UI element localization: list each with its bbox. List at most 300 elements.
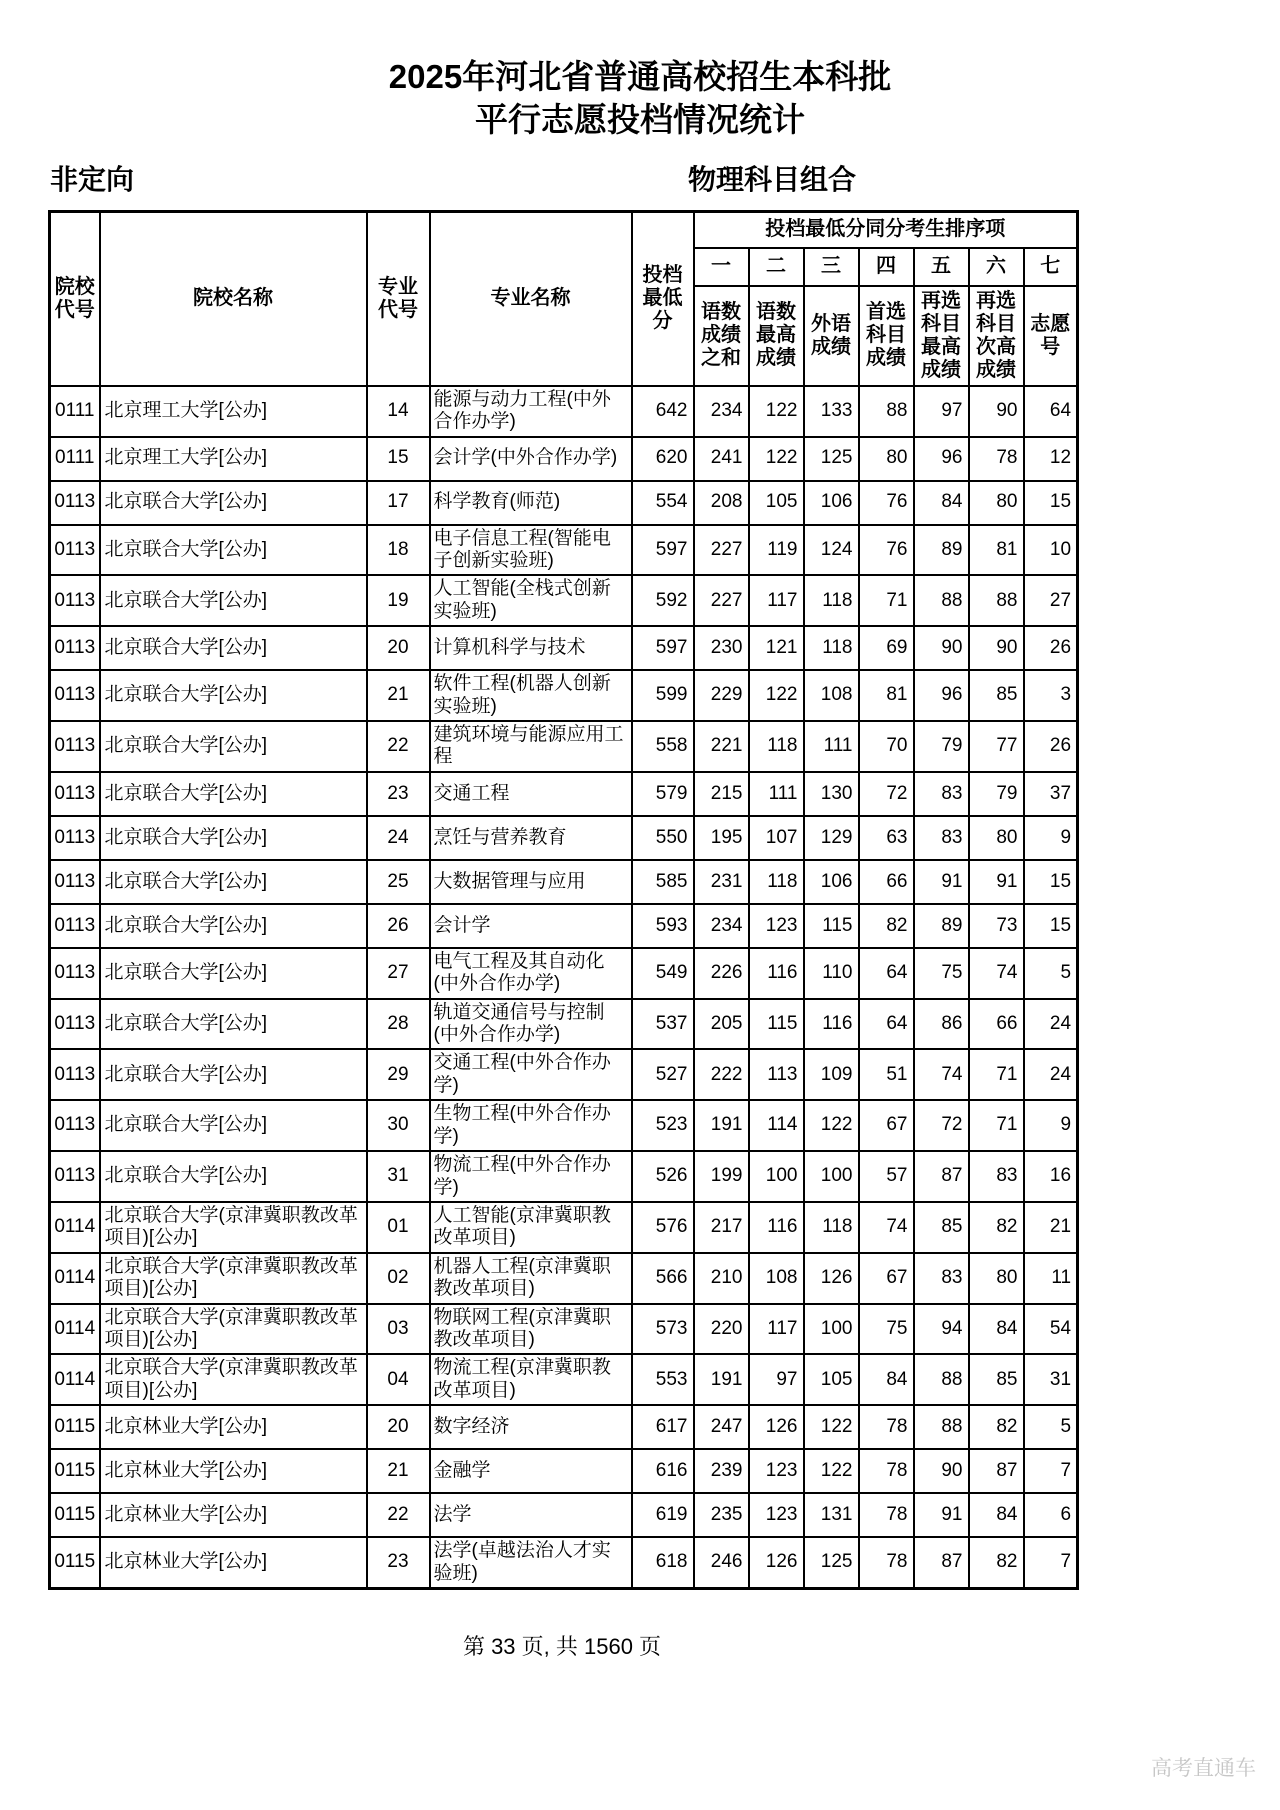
major-name-cell: 人工智能(全栈式创新实验班) <box>430 575 632 626</box>
min-score-cell: 553 <box>632 1354 694 1405</box>
rank3-value-cell: 118 <box>804 626 859 670</box>
table-row <box>50 1537 1078 1588</box>
major-code-cell: 31 <box>367 1151 430 1202</box>
major-name-cell: 法学 <box>430 1493 632 1537</box>
rank6-value-cell: 82 <box>969 1537 1024 1588</box>
school-code-cell: 0111 <box>50 386 100 437</box>
rank5-value-cell: 97 <box>914 386 969 437</box>
major-name-cell: 建筑环境与能源应用工程 <box>430 721 632 772</box>
page-title-line1: 2025年河北省普通高校招生本科批 <box>388 58 892 95</box>
rank2-value-cell: 116 <box>749 1202 804 1253</box>
rank3-value-cell: 124 <box>804 525 859 576</box>
school-code-cell: 0113 <box>50 721 100 772</box>
rank3-value-cell: 118 <box>804 575 859 626</box>
school-name-cell: 北京联合大学[公办] <box>100 626 367 670</box>
school-code-cell: 0114 <box>50 1354 100 1405</box>
table-row <box>50 670 1078 721</box>
rank1-value-cell: 247 <box>694 1405 749 1449</box>
rank1-value-cell: 235 <box>694 1493 749 1537</box>
major-code-cell: 24 <box>367 816 430 860</box>
school-name-cell: 北京联合大学[公办] <box>100 1049 367 1100</box>
table-row <box>50 948 1078 999</box>
min-score-cell: 523 <box>632 1100 694 1151</box>
rank5-value-cell: 84 <box>914 481 969 525</box>
rank5-value-cell: 91 <box>914 1493 969 1537</box>
school-code-cell: 0113 <box>50 626 100 670</box>
header-school-name: 院校名称 <box>100 211 367 386</box>
rank3-value-cell: 118 <box>804 1202 859 1253</box>
school-name-cell: 北京联合大学[公办] <box>100 860 367 904</box>
subject-combo-label: 物理科目组合 <box>688 163 857 195</box>
page-title <box>0 0 1280 142</box>
rank2-value-cell: 126 <box>749 1537 804 1588</box>
major-code-cell: 20 <box>367 1405 430 1449</box>
rank7-value-cell: 26 <box>1024 626 1078 670</box>
rank4-value-cell: 80 <box>859 437 914 481</box>
school-code-cell: 0113 <box>50 1100 100 1151</box>
rank4-value-cell: 76 <box>859 481 914 525</box>
rank7-value-cell: 15 <box>1024 860 1078 904</box>
rank4-value-cell: 69 <box>859 626 914 670</box>
major-code-cell: 18 <box>367 525 430 576</box>
rank1-value-cell: 234 <box>694 386 749 437</box>
school-code-cell: 0113 <box>50 1049 100 1100</box>
rank4-value-cell: 88 <box>859 386 914 437</box>
major-code-cell: 26 <box>367 904 430 948</box>
rank2-value-cell: 123 <box>749 1493 804 1537</box>
rank1-value-cell: 231 <box>694 860 749 904</box>
min-score-cell: 618 <box>632 1537 694 1588</box>
table-row <box>50 1304 1078 1355</box>
rank7-value-cell: 9 <box>1024 1100 1078 1151</box>
rank1-value-cell: 208 <box>694 481 749 525</box>
rank6-value-cell: 79 <box>969 772 1024 816</box>
min-score-cell: 616 <box>632 1449 694 1493</box>
school-name-cell: 北京联合大学[公办] <box>100 1151 367 1202</box>
rank4-value-cell: 81 <box>859 670 914 721</box>
table-row <box>50 1354 1078 1405</box>
rank3-value-cell: 116 <box>804 999 859 1050</box>
school-code-cell: 0114 <box>50 1253 100 1304</box>
rank2-value-cell: 122 <box>749 670 804 721</box>
rank7-value-cell: 11 <box>1024 1253 1078 1304</box>
major-code-cell: 02 <box>367 1253 430 1304</box>
major-name-cell: 科学教育(师范) <box>430 481 632 525</box>
rank5-value-cell: 96 <box>914 670 969 721</box>
header-rank-3: 三 <box>804 248 859 286</box>
school-code-cell: 0111 <box>50 437 100 481</box>
rank5-value-cell: 79 <box>914 721 969 772</box>
rank2-value-cell: 118 <box>749 721 804 772</box>
rank7-value-cell: 16 <box>1024 1151 1078 1202</box>
rank6-value-cell: 77 <box>969 721 1024 772</box>
table-row <box>50 1049 1078 1100</box>
major-code-cell: 28 <box>367 999 430 1050</box>
rank6-value-cell: 88 <box>969 575 1024 626</box>
major-name-cell: 法学(卓越法治人才实验班) <box>430 1537 632 1588</box>
rank6-value-cell: 90 <box>969 626 1024 670</box>
rank4-value-cell: 67 <box>859 1100 914 1151</box>
major-code-cell: 15 <box>367 437 430 481</box>
rank4-value-cell: 78 <box>859 1449 914 1493</box>
major-code-cell: 21 <box>367 1449 430 1493</box>
min-score-cell: 537 <box>632 999 694 1050</box>
rank4-value-cell: 63 <box>859 816 914 860</box>
rank4-value-cell: 75 <box>859 1304 914 1355</box>
school-code-cell: 0114 <box>50 1202 100 1253</box>
rank1-value-cell: 220 <box>694 1304 749 1355</box>
table-row <box>50 1100 1078 1151</box>
rank7-value-cell: 3 <box>1024 670 1078 721</box>
major-name-cell: 电子信息工程(智能电子创新实验班) <box>430 525 632 576</box>
rank1-value-cell: 191 <box>694 1354 749 1405</box>
major-code-cell: 20 <box>367 626 430 670</box>
header-rank-label-4: 首选科目成绩 <box>859 286 914 386</box>
major-name-cell: 烹饪与营养教育 <box>430 816 632 860</box>
major-name-cell: 物流工程(中外合作办学) <box>430 1151 632 1202</box>
min-score-cell: 617 <box>632 1405 694 1449</box>
rank6-value-cell: 84 <box>969 1493 1024 1537</box>
rank3-value-cell: 108 <box>804 670 859 721</box>
school-code-cell: 0115 <box>50 1537 100 1588</box>
rank5-value-cell: 85 <box>914 1202 969 1253</box>
school-name-cell: 北京理工大学[公办] <box>100 386 367 437</box>
rank7-value-cell: 31 <box>1024 1354 1078 1405</box>
rank1-value-cell: 205 <box>694 999 749 1050</box>
table-row <box>50 1202 1078 1253</box>
rank4-value-cell: 57 <box>859 1151 914 1202</box>
table-row <box>50 575 1078 626</box>
major-name-cell: 能源与动力工程(中外合作办学) <box>430 386 632 437</box>
header-rank-4: 四 <box>859 248 914 286</box>
major-code-cell: 27 <box>367 948 430 999</box>
rank6-value-cell: 80 <box>969 816 1024 860</box>
rank4-value-cell: 74 <box>859 1202 914 1253</box>
major-code-cell: 30 <box>367 1100 430 1151</box>
rank2-value-cell: 126 <box>749 1405 804 1449</box>
rank6-value-cell: 91 <box>969 860 1024 904</box>
major-code-cell: 25 <box>367 860 430 904</box>
rank6-value-cell: 87 <box>969 1449 1024 1493</box>
rank7-value-cell: 27 <box>1024 575 1078 626</box>
rank6-value-cell: 83 <box>969 1151 1024 1202</box>
major-name-cell: 软件工程(机器人创新实验班) <box>430 670 632 721</box>
school-name-cell: 北京联合大学[公办] <box>100 1100 367 1151</box>
rank5-value-cell: 86 <box>914 999 969 1050</box>
rank4-value-cell: 70 <box>859 721 914 772</box>
rank2-value-cell: 117 <box>749 1304 804 1355</box>
rank1-value-cell: 227 <box>694 575 749 626</box>
header-rank-1: 一 <box>694 248 749 286</box>
school-code-cell: 0113 <box>50 1151 100 1202</box>
major-code-cell: 19 <box>367 575 430 626</box>
min-score-cell: 558 <box>632 721 694 772</box>
school-code-cell: 0115 <box>50 1493 100 1537</box>
school-name-cell: 北京联合大学[公办] <box>100 816 367 860</box>
major-name-cell: 交通工程(中外合作办学) <box>430 1049 632 1100</box>
header-rank-5: 五 <box>914 248 969 286</box>
rank6-value-cell: 85 <box>969 1354 1024 1405</box>
school-code-cell: 0113 <box>50 670 100 721</box>
rank5-value-cell: 75 <box>914 948 969 999</box>
min-score-cell: 576 <box>632 1202 694 1253</box>
min-score-cell: 526 <box>632 1151 694 1202</box>
rank4-value-cell: 72 <box>859 772 914 816</box>
min-score-cell: 585 <box>632 860 694 904</box>
rank4-value-cell: 78 <box>859 1493 914 1537</box>
rank7-value-cell: 12 <box>1024 437 1078 481</box>
table-row <box>50 1151 1078 1202</box>
rank4-value-cell: 51 <box>859 1049 914 1100</box>
school-code-cell: 0115 <box>50 1449 100 1493</box>
header-rank-label-5: 再选科目最高成绩 <box>914 286 969 386</box>
school-name-cell: 北京联合大学[公办] <box>100 772 367 816</box>
rank6-value-cell: 81 <box>969 525 1024 576</box>
major-code-cell: 03 <box>367 1304 430 1355</box>
major-code-cell: 22 <box>367 721 430 772</box>
major-code-cell: 21 <box>367 670 430 721</box>
rank5-value-cell: 88 <box>914 1405 969 1449</box>
rank5-value-cell: 88 <box>914 1354 969 1405</box>
school-name-cell: 北京林业大学[公办] <box>100 1449 367 1493</box>
min-score-cell: 566 <box>632 1253 694 1304</box>
rank2-value-cell: 122 <box>749 386 804 437</box>
rank7-value-cell: 10 <box>1024 525 1078 576</box>
rank5-value-cell: 87 <box>914 1151 969 1202</box>
page-indicator: 第 33 页, 共 1560 页 <box>462 1633 662 1659</box>
rank5-value-cell: 87 <box>914 1537 969 1588</box>
rank6-value-cell: 74 <box>969 948 1024 999</box>
major-name-cell: 数字经济 <box>430 1405 632 1449</box>
rank2-value-cell: 119 <box>749 525 804 576</box>
school-code-cell: 0114 <box>50 1304 100 1355</box>
rank6-value-cell: 82 <box>969 1405 1024 1449</box>
rank2-value-cell: 113 <box>749 1049 804 1100</box>
header-rank-6: 六 <box>969 248 1024 286</box>
major-name-cell: 人工智能(京津冀职教改革项目) <box>430 1202 632 1253</box>
rank7-value-cell: 24 <box>1024 1049 1078 1100</box>
rank1-value-cell: 234 <box>694 904 749 948</box>
rank3-value-cell: 125 <box>804 437 859 481</box>
rank4-value-cell: 76 <box>859 525 914 576</box>
major-name-cell: 交通工程 <box>430 772 632 816</box>
rank4-value-cell: 82 <box>859 904 914 948</box>
rank5-value-cell: 83 <box>914 816 969 860</box>
header-min-score: 投档最低分 <box>632 211 694 386</box>
school-code-cell: 0113 <box>50 575 100 626</box>
rank2-value-cell: 115 <box>749 999 804 1050</box>
table-row <box>50 1405 1078 1449</box>
rank4-value-cell: 78 <box>859 1537 914 1588</box>
rank3-value-cell: 100 <box>804 1151 859 1202</box>
rank2-value-cell: 121 <box>749 626 804 670</box>
table-row <box>50 481 1078 525</box>
table-row <box>50 860 1078 904</box>
major-code-cell: 22 <box>367 1493 430 1537</box>
table-row <box>50 999 1078 1050</box>
table-row <box>50 386 1078 437</box>
school-name-cell: 北京联合大学(京津冀职教改革项目)[公办] <box>100 1304 367 1355</box>
major-code-cell: 14 <box>367 386 430 437</box>
school-name-cell: 北京林业大学[公办] <box>100 1405 367 1449</box>
min-score-cell: 554 <box>632 481 694 525</box>
min-score-cell: 527 <box>632 1049 694 1100</box>
min-score-cell: 550 <box>632 816 694 860</box>
rank4-value-cell: 78 <box>859 1405 914 1449</box>
rank1-value-cell: 191 <box>694 1100 749 1151</box>
major-name-cell: 物流工程(京津冀职教改革项目) <box>430 1354 632 1405</box>
table-row <box>50 1449 1078 1493</box>
school-name-cell: 北京联合大学(京津冀职教改革项目)[公办] <box>100 1354 367 1405</box>
header-school-code: 院校代号 <box>50 211 100 386</box>
school-code-cell: 0113 <box>50 481 100 525</box>
min-score-cell: 593 <box>632 904 694 948</box>
rank7-value-cell: 24 <box>1024 999 1078 1050</box>
rank4-value-cell: 66 <box>859 860 914 904</box>
rank7-value-cell: 15 <box>1024 904 1078 948</box>
major-code-cell: 23 <box>367 1537 430 1588</box>
header-major-code: 专业代号 <box>367 211 430 386</box>
rank7-value-cell: 64 <box>1024 386 1078 437</box>
table-row <box>50 721 1078 772</box>
major-code-cell: 04 <box>367 1354 430 1405</box>
rank5-value-cell: 91 <box>914 860 969 904</box>
school-code-cell: 0113 <box>50 816 100 860</box>
rank2-value-cell: 123 <box>749 904 804 948</box>
school-name-cell: 北京林业大学[公办] <box>100 1537 367 1588</box>
school-code-cell: 0113 <box>50 948 100 999</box>
school-code-cell: 0113 <box>50 904 100 948</box>
table-row <box>50 816 1078 860</box>
school-name-cell: 北京联合大学[公办] <box>100 721 367 772</box>
rank3-value-cell: 115 <box>804 904 859 948</box>
rank6-value-cell: 78 <box>969 437 1024 481</box>
rank6-value-cell: 82 <box>969 1202 1024 1253</box>
rank6-value-cell: 66 <box>969 999 1024 1050</box>
rank1-value-cell: 239 <box>694 1449 749 1493</box>
major-code-cell: 23 <box>367 772 430 816</box>
rank3-value-cell: 122 <box>804 1405 859 1449</box>
table-row <box>50 904 1078 948</box>
rank1-value-cell: 199 <box>694 1151 749 1202</box>
rank1-value-cell: 227 <box>694 525 749 576</box>
school-name-cell: 北京联合大学[公办] <box>100 481 367 525</box>
rank3-value-cell: 131 <box>804 1493 859 1537</box>
school-name-cell: 北京联合大学[公办] <box>100 575 367 626</box>
rank3-value-cell: 111 <box>804 721 859 772</box>
rank6-value-cell: 73 <box>969 904 1024 948</box>
rank2-value-cell: 107 <box>749 816 804 860</box>
rank3-value-cell: 106 <box>804 481 859 525</box>
orientation-label: 非定向 <box>50 163 135 195</box>
header-rank-label-7: 志愿号 <box>1024 286 1078 386</box>
min-score-cell: 597 <box>632 525 694 576</box>
rank7-value-cell: 6 <box>1024 1493 1078 1537</box>
table-row <box>50 1493 1078 1537</box>
rank4-value-cell: 64 <box>859 999 914 1050</box>
header-rank-7: 七 <box>1024 248 1078 286</box>
school-name-cell: 北京联合大学(京津冀职教改革项目)[公办] <box>100 1202 367 1253</box>
min-score-cell: 573 <box>632 1304 694 1355</box>
rank4-value-cell: 64 <box>859 948 914 999</box>
school-name-cell: 北京联合大学[公办] <box>100 904 367 948</box>
rank6-value-cell: 90 <box>969 386 1024 437</box>
rank2-value-cell: 97 <box>749 1354 804 1405</box>
major-code-cell: 01 <box>367 1202 430 1253</box>
school-code-cell: 0113 <box>50 525 100 576</box>
rank3-value-cell: 122 <box>804 1100 859 1151</box>
rank2-value-cell: 105 <box>749 481 804 525</box>
rank2-value-cell: 117 <box>749 575 804 626</box>
school-code-cell: 0113 <box>50 999 100 1050</box>
rank7-value-cell: 7 <box>1024 1537 1078 1588</box>
school-name-cell: 北京联合大学[公办] <box>100 670 367 721</box>
school-name-cell: 北京理工大学[公办] <box>100 437 367 481</box>
rank3-value-cell: 125 <box>804 1537 859 1588</box>
major-name-cell: 大数据管理与应用 <box>430 860 632 904</box>
rank1-value-cell: 217 <box>694 1202 749 1253</box>
rank7-value-cell: 5 <box>1024 948 1078 999</box>
rank7-value-cell: 37 <box>1024 772 1078 816</box>
min-score-cell: 579 <box>632 772 694 816</box>
watermark: 高考直通车 <box>1151 1757 1256 1780</box>
rank2-value-cell: 122 <box>749 437 804 481</box>
rank4-value-cell: 84 <box>859 1354 914 1405</box>
school-name-cell: 北京联合大学(京津冀职教改革项目)[公办] <box>100 1253 367 1304</box>
rank5-value-cell: 94 <box>914 1304 969 1355</box>
header-tiebreak-group: 投档最低分同分考生排序项 <box>694 211 1078 248</box>
header-rank-2: 二 <box>749 248 804 286</box>
table-row <box>50 525 1078 576</box>
rank5-value-cell: 83 <box>914 772 969 816</box>
major-code-cell: 29 <box>367 1049 430 1100</box>
rank7-value-cell: 21 <box>1024 1202 1078 1253</box>
admission-stats-table <box>48 210 1079 1590</box>
school-code-cell: 0113 <box>50 772 100 816</box>
rank1-value-cell: 230 <box>694 626 749 670</box>
major-name-cell: 轨道交通信号与控制(中外合作办学) <box>430 999 632 1050</box>
rank3-value-cell: 110 <box>804 948 859 999</box>
rank6-value-cell: 71 <box>969 1049 1024 1100</box>
rank4-value-cell: 71 <box>859 575 914 626</box>
rank1-value-cell: 222 <box>694 1049 749 1100</box>
rank7-value-cell: 7 <box>1024 1449 1078 1493</box>
min-score-cell: 642 <box>632 386 694 437</box>
rank5-value-cell: 89 <box>914 525 969 576</box>
rank3-value-cell: 126 <box>804 1253 859 1304</box>
rank7-value-cell: 15 <box>1024 481 1078 525</box>
rank6-value-cell: 71 <box>969 1100 1024 1151</box>
rank3-value-cell: 133 <box>804 386 859 437</box>
rank1-value-cell: 195 <box>694 816 749 860</box>
major-name-cell: 会计学 <box>430 904 632 948</box>
min-score-cell: 619 <box>632 1493 694 1537</box>
rank1-value-cell: 210 <box>694 1253 749 1304</box>
rank2-value-cell: 108 <box>749 1253 804 1304</box>
min-score-cell: 597 <box>632 626 694 670</box>
header-rank-label-2: 语数最高成绩 <box>749 286 804 386</box>
rank5-value-cell: 72 <box>914 1100 969 1151</box>
major-name-cell: 金融学 <box>430 1449 632 1493</box>
rank3-value-cell: 130 <box>804 772 859 816</box>
rank6-value-cell: 84 <box>969 1304 1024 1355</box>
header-rank-label-1: 语数成绩之和 <box>694 286 749 386</box>
table-row <box>50 626 1078 670</box>
rank3-value-cell: 100 <box>804 1304 859 1355</box>
rank6-value-cell: 85 <box>969 670 1024 721</box>
rank3-value-cell: 106 <box>804 860 859 904</box>
school-name-cell: 北京林业大学[公办] <box>100 1493 367 1537</box>
